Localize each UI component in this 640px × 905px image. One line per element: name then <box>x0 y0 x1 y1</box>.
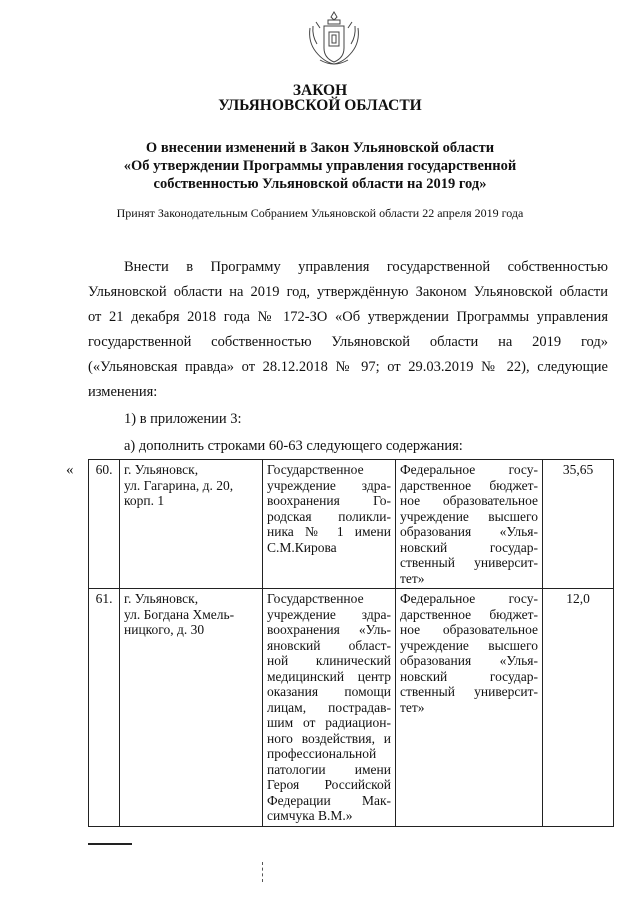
user-line: тет» <box>400 699 425 715</box>
coat-of-arms-emblem <box>306 8 362 70</box>
holder-line: яновский област- <box>267 637 391 653</box>
holder-line: ного воздействия, и <box>267 730 391 746</box>
user-cell <box>396 460 543 589</box>
list-item-1: 1) в приложении 3: <box>124 411 242 427</box>
user-line: дарственное бюджет- <box>400 477 538 493</box>
address-line: ул. Богдана Хмель- <box>124 606 235 622</box>
holder-line: воохранения «Уль- <box>267 622 391 637</box>
address-cell <box>120 460 263 589</box>
holder-line: ной клинический <box>267 653 391 668</box>
user-line: ное образовательное <box>400 622 538 637</box>
holder-line: лицам, пострадав- <box>267 699 391 715</box>
holder-line: родская поликли- <box>267 508 391 524</box>
region-title: УЛЬЯНОВСКОЙ ОБЛАСТИ <box>218 97 422 114</box>
user-line: ное образовательное <box>400 493 538 508</box>
body-paragraph-line: Ульяновской области на 2019 год, утверждённую Законом Ульяновской области <box>88 284 608 300</box>
area-value: 35,65 <box>543 460 614 589</box>
holder-line: С.М.Кирова <box>267 539 337 555</box>
user-line: Федеральное госу- <box>400 462 538 477</box>
law-title: ЗАКОН <box>292 82 348 99</box>
holder-line: ника № 1 имени <box>267 524 391 539</box>
list-item-a: а) дополнить строками 60-63 следующего содержания: <box>124 438 463 454</box>
holder-line: профессиональной <box>267 746 377 761</box>
holder-line: Героя Российской <box>267 777 391 792</box>
user-line: ственный университ- <box>400 684 538 699</box>
area-value: 12,0 <box>543 589 614 827</box>
property-table <box>88 459 614 827</box>
adoption-note: Принят Законодательным Собранием Ульяновской области 22 апреля 2019 года <box>116 206 524 220</box>
holder-cell <box>263 460 396 589</box>
body-paragraph-line: Внести в Программу управления государственной собственностью <box>124 259 608 275</box>
holder-line: Государственное <box>267 591 364 606</box>
user-line: ственный университ- <box>400 555 538 570</box>
holder-line: Федерации Мак- <box>267 792 391 808</box>
user-line: новский государ- <box>400 539 538 555</box>
address-line: ул. Гагарина, д. 20, <box>124 477 234 493</box>
body-paragraph-line: от 21 декабря 2018 года № 172-ЗО «Об утверждении Программы управления <box>88 309 608 325</box>
address-line: корп. 1 <box>124 493 165 508</box>
table-row <box>89 460 614 589</box>
holder-line: шим от радиацион- <box>267 715 391 730</box>
user-line: учреждение высшего <box>400 508 538 524</box>
address-cell <box>120 589 263 827</box>
body-paragraph-line: изменения: <box>88 384 158 400</box>
table-row <box>89 589 614 827</box>
holder-cell <box>263 589 396 827</box>
user-line: дарственное бюджет- <box>400 606 538 622</box>
holder-line: учреждение здра- <box>267 606 391 622</box>
address-line: г. Ульяновск, <box>124 462 199 477</box>
address-line: ницкого, д. 30 <box>124 622 205 637</box>
holder-line: учреждение здра- <box>267 477 391 493</box>
body-paragraph-line: государственной собственностью Ульяновской области на 2019 год» <box>88 334 608 350</box>
user-cell <box>396 589 543 827</box>
holder-line: симчука В.М.» <box>267 808 353 823</box>
opening-quote: « <box>66 462 74 478</box>
address-line: г. Ульяновск, <box>124 591 199 606</box>
user-line: образования «Улья- <box>400 524 538 539</box>
row-number: 61. <box>89 589 120 827</box>
holder-line: воохранения Го- <box>267 493 391 508</box>
law-subject-line-1: О внесении изменений в Закон Ульяновской области <box>145 140 495 156</box>
holder-line: патологии имени <box>267 761 391 777</box>
user-line: новский государ- <box>400 668 538 684</box>
scan-artifact-line <box>262 862 264 882</box>
user-line: учреждение высшего <box>400 637 538 653</box>
law-subject-line-3: собственностью Ульяновской области на 2019 год» <box>153 176 487 192</box>
body-paragraph-line: («Ульяновская правда» от 28.12.2018 № 97; от 29.03.2019 № 22), следующие <box>88 359 608 375</box>
user-line: тет» <box>400 570 425 586</box>
row-number: 60. <box>89 460 120 589</box>
holder-line: медицинский центр <box>267 668 391 684</box>
user-line: образования «Улья- <box>400 653 538 668</box>
page-footer-mark <box>88 843 132 849</box>
holder-line: оказания помощи <box>267 684 391 699</box>
holder-line: Государственное <box>267 462 364 477</box>
law-subject-line-2: «Об утверждении Программы управления государственной <box>123 158 517 174</box>
user-line: Федеральное госу- <box>400 591 538 606</box>
